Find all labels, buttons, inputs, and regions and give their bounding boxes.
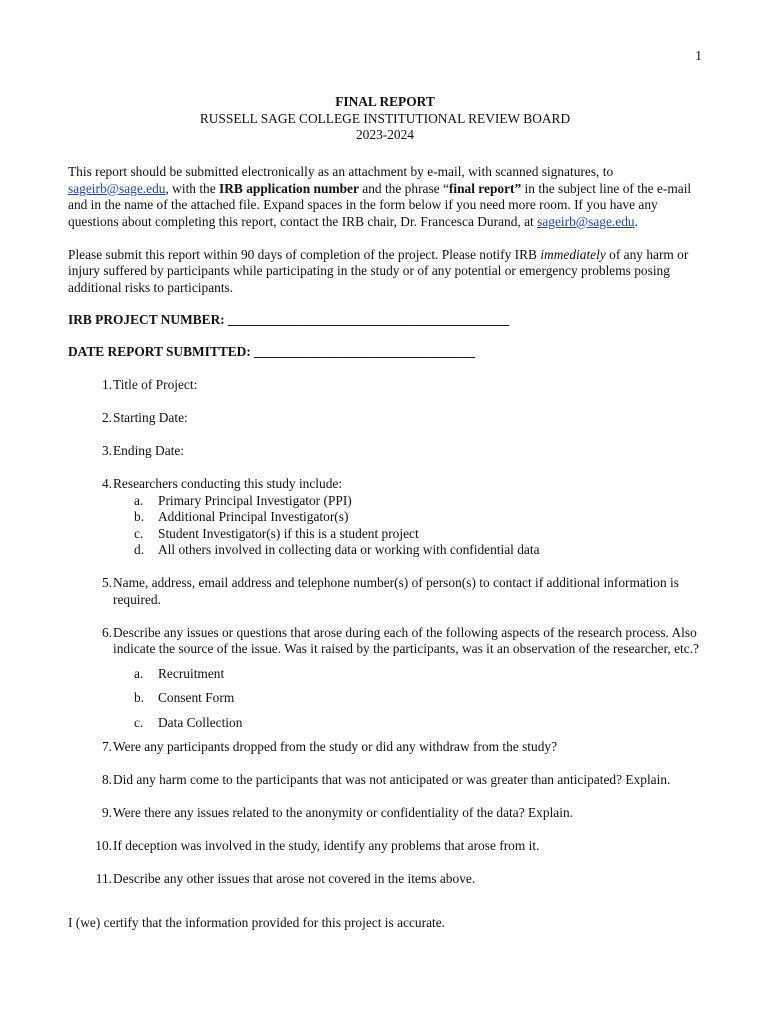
list-item [68, 772, 708, 789]
irb-project-number-blank[interactable]: __________________________________________ [228, 312, 510, 327]
sub-item-letter: c. [134, 714, 144, 730]
list-item [68, 739, 708, 756]
question-list [68, 377, 708, 888]
irb-project-number-field [68, 312, 702, 329]
item-text: Describe any issues or questions that arose during each of the following aspects of the research process. Also indicate the source of the issue. Was it raised by the participants, was it an observation of the researcher, etc.? [113, 624, 699, 656]
item-number: 11. [95, 871, 112, 886]
immediately-emphasis: immediately [540, 246, 606, 262]
sub-item-text: Data Collection [158, 714, 243, 730]
sub-item-letter: d. [134, 542, 145, 557]
item-text: Researchers conducting this study include: [113, 476, 343, 491]
item-number: 2. [101, 410, 112, 425]
item-text: Ending Date: [113, 443, 185, 458]
item-number: 10. [95, 838, 112, 853]
sub-item-text: Student Investigator(s) if this is a student project [158, 525, 419, 541]
item-text: Describe any other issues that arose not covered in the items above. [113, 871, 476, 886]
sub-item [68, 715, 708, 732]
item-number: 8. [101, 772, 112, 787]
final-report-emphasis: final report” [448, 180, 522, 196]
report-header [0, 94, 770, 144]
list-item [68, 410, 708, 427]
list-item [68, 625, 708, 658]
item-number: 4. [101, 476, 112, 491]
email-link[interactable]: sageirb@sage.edu [68, 180, 166, 196]
intro-section [68, 164, 702, 296]
list-item [68, 476, 708, 493]
item-text: If deception was involved in the study, identify any problems that arose from it. [113, 838, 540, 853]
sub-item-letter: a. [134, 492, 144, 508]
sub-item-text: All others involved in collecting data or working with confidential data [158, 542, 540, 557]
intro-text: and the phrase “ [358, 180, 449, 196]
intro-text: . [634, 213, 638, 229]
intro-text: , with the [165, 180, 220, 196]
list-item [68, 871, 708, 888]
intro-paragraph-1 [68, 164, 702, 230]
item-number: 3. [101, 443, 112, 458]
report-year: 2023-2024 [355, 127, 415, 142]
item-text: Name, address, email address and telephone number(s) of person(s) to contact if additional information is required. [113, 575, 679, 607]
sub-item-letter: a. [134, 665, 144, 681]
item-text: Were any participants dropped from the study or did any withdraw from the study? [113, 739, 558, 754]
sub-item-text: Additional Principal Investigator(s) [158, 509, 349, 524]
sub-item [68, 542, 708, 559]
organization-name: RUSSELL SAGE COLLEGE INSTITUTIONAL REVIEW BOARD [199, 110, 571, 126]
page-number: 1 [695, 48, 702, 63]
sub-item-text: Consent Form [158, 690, 235, 705]
sub-item [68, 493, 708, 510]
item-number: 1. [101, 377, 112, 392]
sub-item-text: Recruitment [158, 665, 225, 681]
sub-item [68, 666, 708, 683]
sub-item [68, 509, 708, 526]
date-submitted-blank[interactable]: _________________________________ [254, 344, 476, 359]
item-text: Did any harm come to the participants that was not anticipated or was greater than anticipated? Explain. [113, 772, 671, 787]
email-link[interactable]: sageirb@sage.edu [537, 213, 635, 229]
list-item [68, 805, 708, 822]
item-text: Were there any issues related to the anonymity or confidentiality of the data? Explain. [113, 805, 573, 820]
irb-project-number-label: IRB PROJECT NUMBER: [68, 312, 229, 327]
sub-item-letter: b. [134, 509, 145, 524]
sub-item-text: Primary Principal Investigator (PPI) [158, 492, 352, 508]
sub-item-letter: b. [134, 690, 145, 705]
intro-paragraph-2 [68, 247, 702, 297]
intro-text: of any harm or injury suffered by participants while participating in the study or of any potential or emergency problems posing additional risks to participants. [68, 246, 689, 295]
item-number: 9. [101, 805, 112, 820]
date-submitted-label: DATE REPORT SUBMITTED: [68, 344, 255, 359]
item-number: 7. [101, 739, 112, 754]
list-item [68, 575, 708, 608]
list-item [68, 377, 708, 394]
list-item [68, 443, 708, 460]
date-submitted-field [68, 344, 702, 361]
item-number: 6. [101, 624, 112, 640]
list-item [68, 838, 708, 855]
sub-item [68, 526, 708, 543]
intro-text: This report should be submitted electronically as an attachment by e-mail, with scanned signatures, to [68, 164, 614, 179]
sub-item-letter: c. [134, 525, 144, 541]
item-text: Title of Project: [113, 377, 198, 392]
intro-text: Please submit this report within 90 days of completion of the project. Please notify IRB [68, 246, 541, 262]
irb-number-emphasis: IRB application number [219, 180, 359, 196]
item-number: 5. [101, 575, 112, 590]
item-text: Starting Date: [113, 410, 188, 425]
certification-statement: I (we) certify that the information provided for this project is accurate. [68, 915, 446, 930]
report-title: FINAL REPORT [335, 94, 435, 109]
sub-item [68, 690, 708, 707]
intro-text: in the subject line of the e-mail and in the name of the attached file. Expand spaces in the form below if you need more room. If you have any questions about completing this report, contact the IRB chair, Dr. Francesca Durand, at [68, 180, 692, 229]
